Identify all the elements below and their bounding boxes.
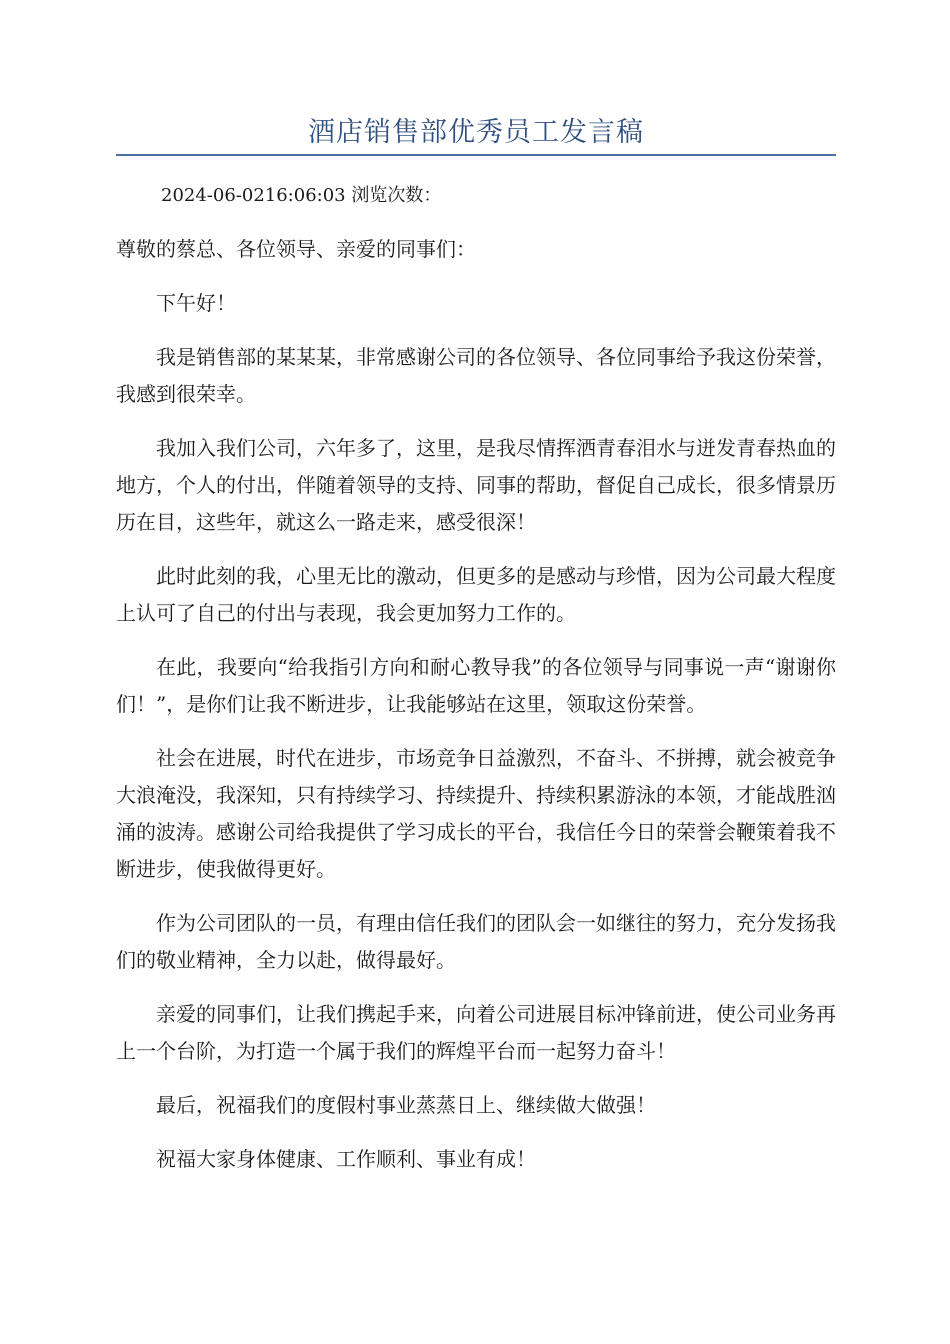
paragraph: 作为公司团队的一员，有理由信任我们的团队会一如继往的努力，充分发扬我们的敬业精神，全力以赴，做得最好。 xyxy=(116,911,836,972)
paragraph: 最后，祝福我们的度假村事业蒸蒸日上、继续做大做强！ xyxy=(156,1093,656,1117)
paragraph: 我加入我们公司，六年多了，这里，是我尽情挥洒青春泪水与迸发青春热血的地方，个人的付出，伴随着领导的支持、同事的帮助，督促自己成长，很多情景历历在目，这些年，就这么一路走来，感受很深！ xyxy=(116,436,836,534)
document-body xyxy=(116,177,836,1178)
document-page xyxy=(116,0,836,1195)
publish-meta: 2024-06-0216:06:03 浏览次数： xyxy=(161,185,442,206)
title-divider xyxy=(116,154,836,156)
paragraph: 我是销售部的某某某，非常感谢公司的各位领导、各位同事给予我这份荣誉，我感到很荣幸。 xyxy=(116,345,836,406)
greeting: 尊敬的蔡总、各位领导、亲爱的同事们： xyxy=(116,237,476,261)
paragraph: 祝福大家身体健康、工作顺利、事业有成！ xyxy=(156,1147,536,1171)
document-title: 酒店销售部优秀员工发言稿 xyxy=(308,117,644,148)
paragraph: 亲爱的同事们，让我们携起手来，向着公司进展目标冲锋前进，使公司业务再上一个台阶，为打造一个属于我们的辉煌平台而一起努力奋斗！ xyxy=(116,1002,836,1063)
paragraph: 在此，我要向“给我指引方向和耐心教导我”的各位领导与同事说一声“谢谢你们！”，是你们让我不断进步，让我能够站在这里，领取这份荣誉。 xyxy=(116,655,836,716)
paragraph: 社会在进展，时代在进步，市场竞争日益激烈，不奋斗、不拼搏，就会被竞争大浪淹没，我深知，只有持续学习、持续提升、持续积累游泳的本领，才能战胜汹涌的波涛。感谢公司给我提供了学习成长的平台，我信任今日的荣誉会鞭策着我不断进步，使我做得更好。 xyxy=(116,746,836,881)
paragraph: 此时此刻的我，心里无比的激动，但更多的是感动与珍惜，因为公司最大程度上认可了自己的付出与表现，我会更加努力工作的。 xyxy=(116,564,836,625)
paragraph: 下午好！ xyxy=(156,291,236,315)
